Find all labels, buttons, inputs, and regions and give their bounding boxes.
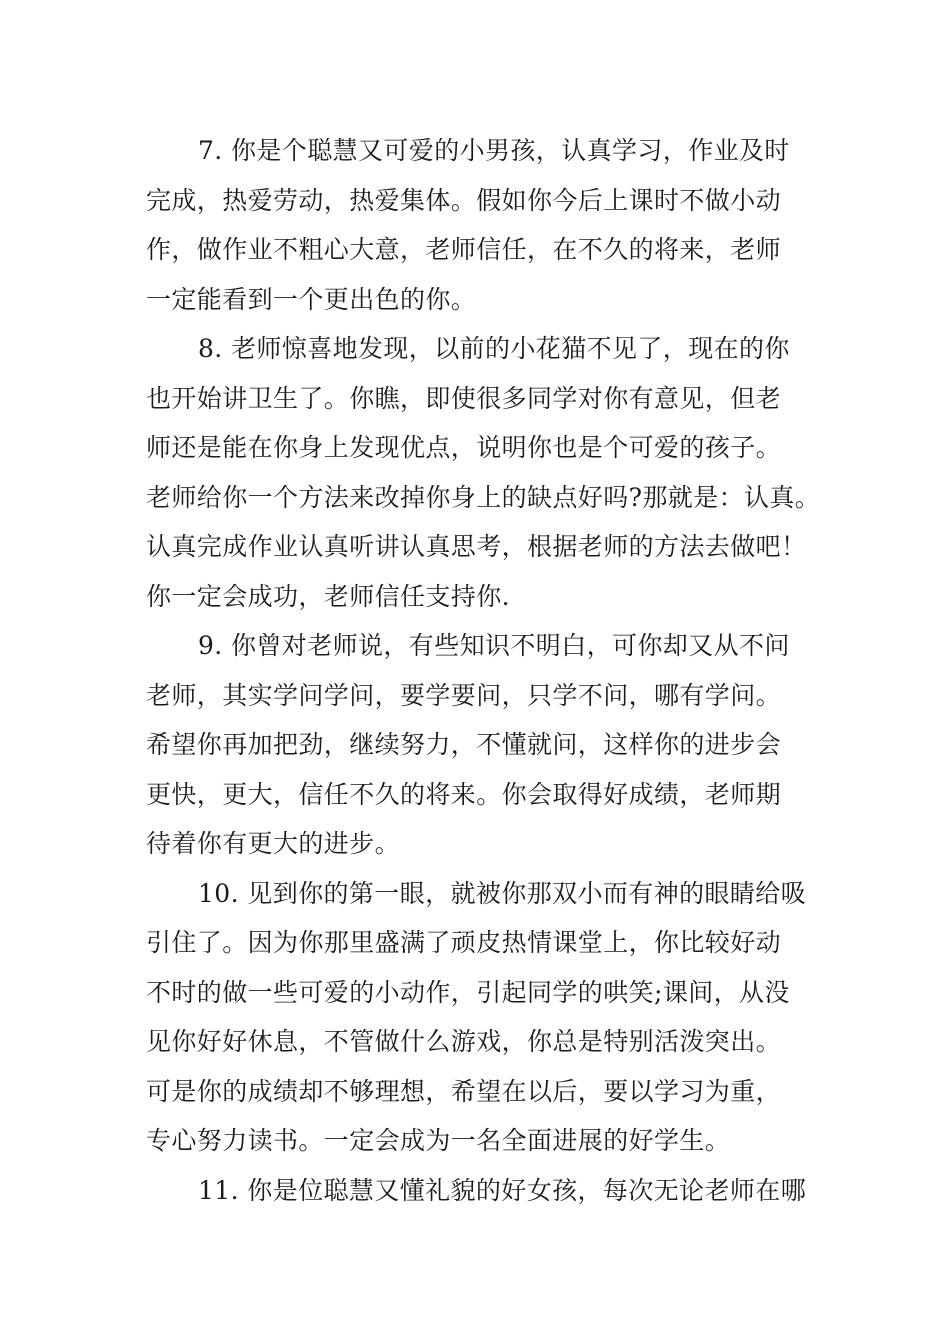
text-line: 专心努力读书。一定会成为一名全面进展的好学生。 bbox=[146, 1126, 731, 1155]
text-line: 一定能看到一个更出色的你。 bbox=[146, 284, 477, 314]
text-line: 老师给你一个方法来改掉你身上的缺点好吗?那就是：认真。 bbox=[146, 482, 821, 512]
document-body bbox=[146, 126, 826, 1215]
text-line: 希望你再加把劲，继续努力，不懂就问，这样你的进步会 bbox=[146, 730, 782, 759]
text-line: 见你好好休息，不管做什么游戏，你总是特别活泼突出。 bbox=[146, 1027, 782, 1056]
text-line: 11. 你是位聪慧又懂礼貌的好女孩，每次无论老师在哪 bbox=[198, 1175, 807, 1205]
paragraph-11 bbox=[146, 1166, 826, 1216]
text-line: 你一定会成功，老师信任支持你. bbox=[146, 581, 510, 611]
text-line: 9. 你曾对老师说，有些知识不明白，可你却又从不问 bbox=[198, 631, 790, 660]
text-line: 完成，热爱劳动，热爱集体。假如你今后上课时不做小动 bbox=[146, 185, 782, 215]
text-line: 更快，更大，信任不久的将来。你会取得好成绩，老师期 bbox=[146, 779, 782, 809]
text-line: 待着你有更大的进步。 bbox=[146, 829, 401, 858]
text-line: 可是你的成绩却不够理想，希望在以后，要以学习为重， bbox=[146, 1076, 782, 1106]
text-line: 10. 见到你的第一眼，就被你那双小而有神的眼睛给吸 bbox=[198, 878, 807, 908]
text-line: 作，做作业不粗心大意，老师信任，在不久的将来，老师 bbox=[146, 235, 782, 264]
paragraph-8 bbox=[146, 324, 826, 621]
text-line: 8. 老师惊喜地发现，以前的小花猫不见了，现在的你 bbox=[198, 334, 790, 363]
text-line: 师还是能在你身上发现优点，说明你也是个可爱的孩子。 bbox=[146, 433, 782, 462]
paragraph-10 bbox=[146, 869, 826, 1166]
paragraph-9 bbox=[146, 621, 826, 869]
paragraph-7 bbox=[146, 126, 826, 324]
text-line: 引住了。因为你那里盛满了顽皮热情课堂上，你比较好动 bbox=[146, 928, 782, 957]
text-line: 不时的做一些可爱的小动作，引起同学的哄笑;课间，从没 bbox=[146, 977, 790, 1007]
text-line: 认真完成作业认真听讲认真思考，根据老师的方法去做吧！ bbox=[146, 532, 807, 561]
text-line: 老师，其实学问学问，要学要问，只学不问，哪有学问。 bbox=[146, 680, 782, 710]
text-line: 7. 你是个聪慧又可爱的小男孩，认真学习，作业及时 bbox=[198, 136, 790, 165]
text-line: 也开始讲卫生了。你瞧，即使很多同学对你有意见，但老 bbox=[146, 383, 782, 413]
